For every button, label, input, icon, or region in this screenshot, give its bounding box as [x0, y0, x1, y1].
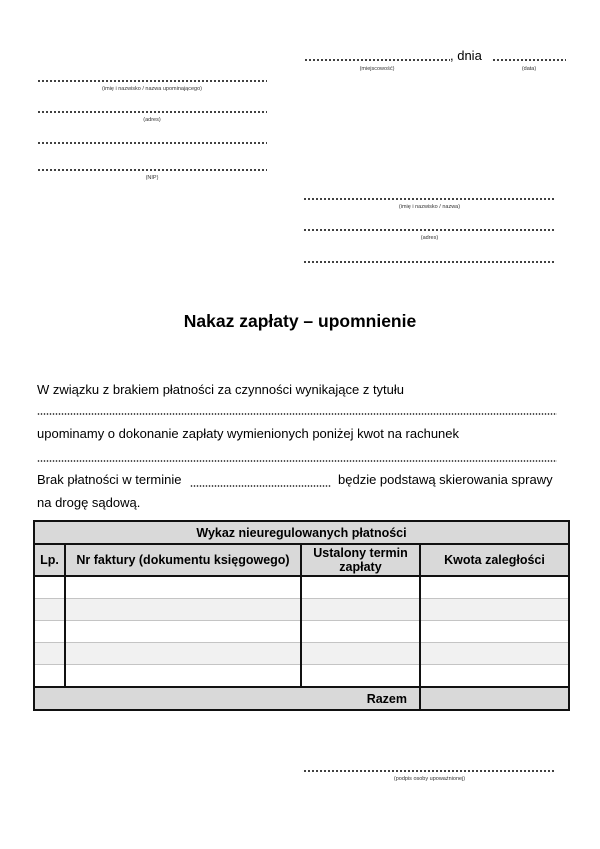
cell-lp[interactable]	[34, 576, 65, 599]
sender-nip-field[interactable]	[37, 169, 267, 171]
cell-amount[interactable]	[420, 621, 569, 643]
total-value[interactable]	[420, 687, 569, 710]
column-header-amount: Kwota zaległości	[420, 544, 569, 576]
table-row	[34, 576, 569, 599]
body-line-3-end: będzie podstawą skierowania sprawy	[338, 472, 553, 487]
title-reason-field[interactable]	[37, 413, 557, 415]
cell-due-date[interactable]	[301, 621, 420, 643]
cell-lp[interactable]	[34, 599, 65, 621]
cell-lp[interactable]	[34, 621, 65, 643]
cell-amount[interactable]	[420, 576, 569, 599]
bank-account-field[interactable]	[37, 460, 557, 462]
date-caption: (data)	[521, 66, 537, 72]
place-caption: (miejscowość)	[359, 66, 395, 72]
place-date-separator: , dnia	[450, 48, 482, 63]
body-line-1: W związku z brakiem płatności za czynności wynikające z tytułu	[37, 382, 405, 397]
recipient-address-field[interactable]	[303, 229, 556, 231]
cell-due-date[interactable]	[301, 665, 420, 688]
cell-due-date[interactable]	[301, 576, 420, 599]
body-line-4: na drogę sądową.	[37, 495, 141, 510]
cell-due-date[interactable]	[301, 599, 420, 621]
cell-amount[interactable]	[420, 643, 569, 665]
cell-invoice-number[interactable]	[65, 665, 301, 688]
cell-invoice-number[interactable]	[65, 621, 301, 643]
cell-lp[interactable]	[34, 643, 65, 665]
date-field[interactable]	[492, 59, 566, 61]
sender-name-caption: (imię i nazwisko / nazwa upominającego)	[102, 86, 202, 92]
recipient-name-caption: (imię i nazwisko / nazwa)	[398, 204, 461, 210]
sender-name-field[interactable]	[37, 80, 267, 82]
recipient-address-line2-field[interactable]	[303, 261, 556, 263]
body-line-3-start: Brak płatności w terminie	[37, 472, 182, 487]
column-header-invoice-number: Nr faktury (dokumentu księgowego)	[65, 544, 301, 576]
sender-address-field[interactable]	[37, 111, 267, 113]
sender-address-caption: (adres)	[143, 117, 161, 123]
table-row	[34, 599, 569, 621]
payment-deadline-field[interactable]	[190, 485, 331, 487]
cell-invoice-number[interactable]	[65, 599, 301, 621]
unpaid-payments-table	[33, 520, 570, 711]
cell-lp[interactable]	[34, 665, 65, 688]
table-total-row	[34, 687, 569, 710]
signature-caption: (podpis osoby upoważnionej)	[393, 776, 466, 782]
column-header-lp: Lp.	[34, 544, 65, 576]
signature-field[interactable]	[303, 770, 556, 772]
place-field[interactable]	[304, 59, 450, 61]
document-title: Nakaz zapłaty – upomnienie	[183, 311, 417, 331]
table-row	[34, 665, 569, 688]
recipient-name-field[interactable]	[303, 198, 556, 200]
body-line-2: upominamy o dokonanie zapłaty wymienionych poniżej kwot na rachunek	[37, 426, 460, 441]
column-header-due-date: Ustalony termin zapłaty	[301, 544, 420, 576]
table-row	[34, 621, 569, 643]
total-label: Razem	[34, 687, 420, 710]
table-row	[34, 643, 569, 665]
cell-invoice-number[interactable]	[65, 576, 301, 599]
table-title: Wykaz nieuregulowanych płatności	[34, 521, 569, 544]
sender-address-line2-field[interactable]	[37, 142, 267, 144]
table-header-row	[34, 544, 569, 576]
cell-amount[interactable]	[420, 665, 569, 688]
sender-nip-caption: (NIP)	[145, 175, 159, 181]
recipient-address-caption: (adres)	[420, 235, 439, 241]
cell-due-date[interactable]	[301, 643, 420, 665]
cell-invoice-number[interactable]	[65, 643, 301, 665]
cell-amount[interactable]	[420, 599, 569, 621]
